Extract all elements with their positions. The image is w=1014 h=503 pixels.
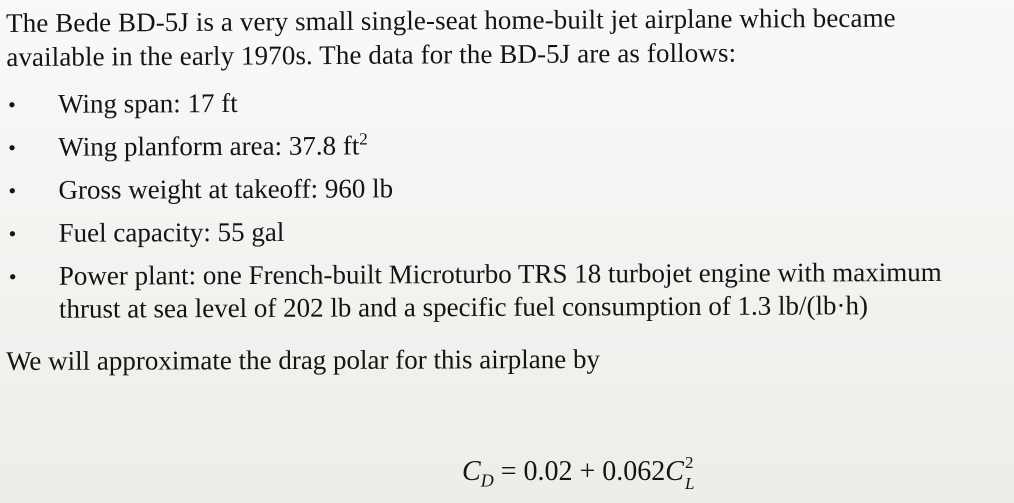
spec-item-gross-weight	[6, 170, 1006, 207]
spec-fuel-capacity-text: Fuel capacity: 55 gal	[58, 216, 285, 248]
drag-polar-equation	[462, 453, 700, 493]
spec-item-wing-area	[6, 127, 1006, 164]
bullet-icon: •	[8, 91, 16, 117]
bullet-icon: •	[8, 177, 17, 203]
spec-wing-span-text: Wing span: 17 ft	[58, 87, 238, 119]
spec-power-plant-line-1: Power plant: one French-built Microturbo TRS 18 turbojet engine with maximum	[58, 256, 942, 291]
equation-rhs-scripts	[684, 453, 700, 493]
spec-gross-weight-text: Gross weight at takeoff: 960 lb	[58, 173, 394, 205]
equation-rhs-subscript: L	[684, 474, 695, 493]
spec-item-power-plant	[7, 256, 1007, 326]
spec-item-wing-span	[6, 84, 1006, 121]
equation-rhs-constants: = 0.02 + 0.062	[493, 456, 666, 487]
intro-paragraph	[6, 0, 1006, 74]
bullet-icon: •	[8, 263, 17, 289]
intro-line-2: available in the early 1970s. The data for the BD-5J are as follows:	[6, 37, 737, 72]
bullet-icon: •	[8, 134, 17, 160]
bullet-icon: •	[8, 220, 17, 246]
intro-line-1: The Bede BD-5J is a very small single-seat home-built jet airplane which became	[6, 2, 896, 38]
spec-wing-area-superscript: 2	[359, 129, 368, 149]
spec-item-fuel-capacity	[7, 213, 1007, 250]
spec-wing-area-text: Wing planform area: 37.8 ft	[58, 130, 360, 162]
spec-list	[6, 84, 1007, 326]
equation-lhs-variable: C	[462, 456, 481, 487]
spec-power-plant-line-2: thrust at sea level of 202 lb and a specific fuel consumption of 1.3 lb/(lb·h)	[58, 290, 869, 324]
equation-rhs-variable: C	[665, 456, 684, 487]
equation-rhs-superscript: 2	[684, 453, 694, 472]
drag-polar-intro: We will approximate the drag polar for this airplane by	[6, 343, 600, 376]
equation-lhs-subscript: D	[480, 470, 494, 491]
